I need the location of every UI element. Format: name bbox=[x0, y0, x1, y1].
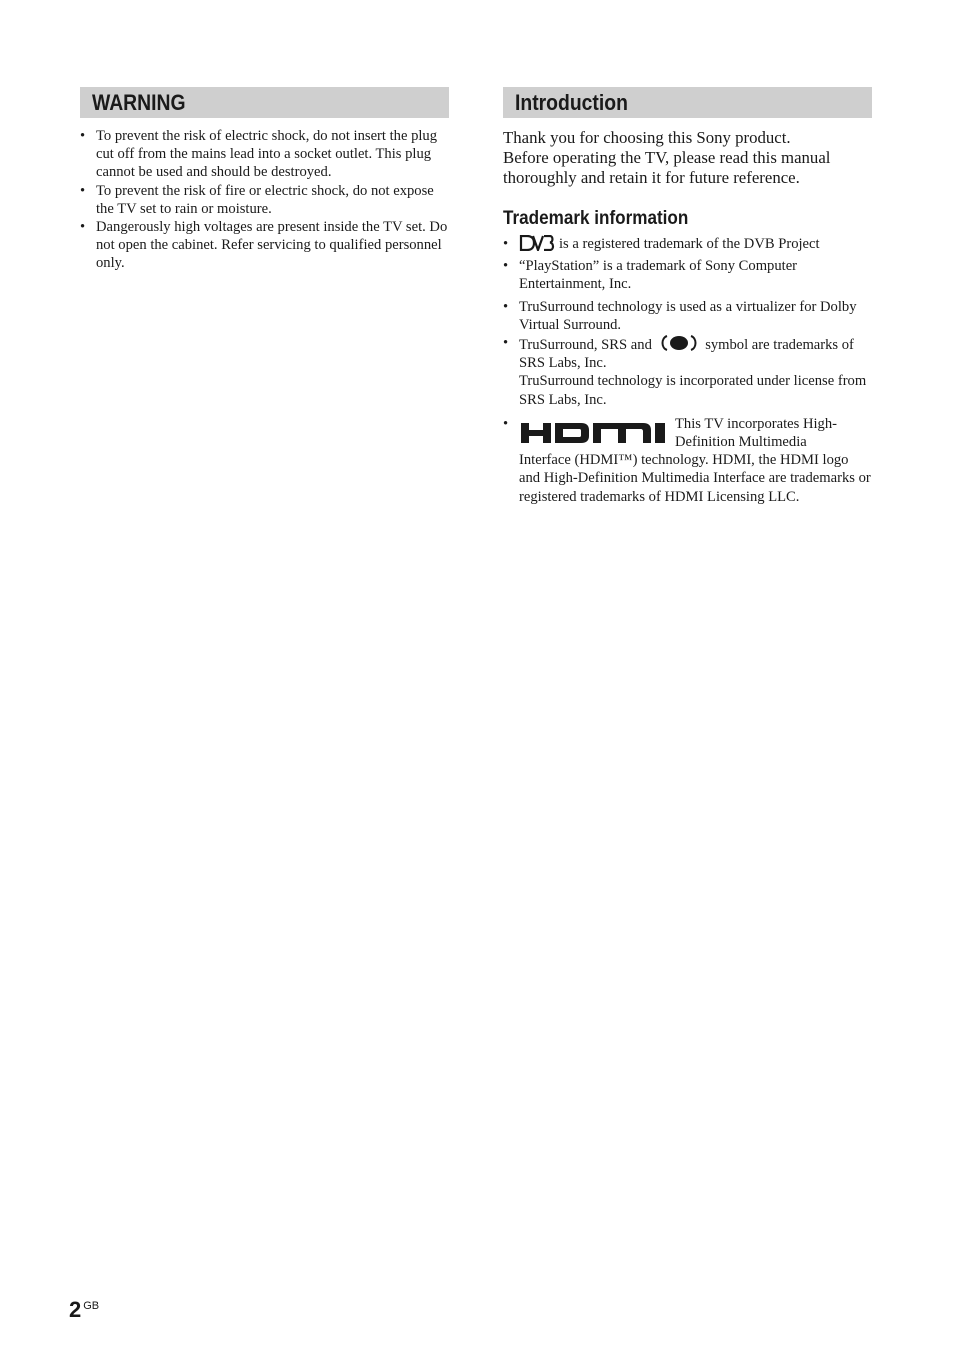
hdmi-logo-icon bbox=[519, 417, 667, 445]
page-number: 2 bbox=[69, 1297, 82, 1322]
introduction-text bbox=[503, 128, 872, 188]
trademark-item-playstation: • “PlayStation” is a trademark of Sony Computer Entertainment, Inc. bbox=[503, 257, 872, 293]
introduction-header bbox=[503, 87, 872, 118]
trademark-item-trusurround: • TruSurround technology is used as a virtualizer for Dolby Virtual Surround. bbox=[503, 298, 872, 334]
dvb-logo-icon bbox=[519, 235, 555, 251]
dvb-trademark-text: is a registered trademark of the DVB Project bbox=[559, 236, 820, 252]
warning-item: • To prevent the risk of fire or electric shock, do not expose the TV set to rain or moisture. bbox=[80, 182, 449, 218]
introduction-title: Introduction bbox=[515, 90, 628, 115]
trademark-list bbox=[503, 235, 872, 506]
page-footer bbox=[69, 1297, 99, 1323]
srs-text-after: symbol are trademarks of SRS Labs, Inc. bbox=[519, 337, 854, 372]
warning-item: • To prevent the risk of electric shock, do not insert the plug cut off from the mains lead into a socket outlet. This plug cannot be used and should be destroyed. bbox=[80, 127, 449, 182]
warning-section bbox=[80, 87, 449, 273]
hdmi-text-rest: Interface (HDMI™) technology. HDMI, the HDMI logo and High-Definition Multimedia Interface are trademarks or registered trademarks of HDMI Licensing LLC. bbox=[519, 452, 871, 505]
introduction-section bbox=[503, 87, 872, 510]
introduction-paragraph: Thank you for choosing this Sony product. bbox=[503, 128, 791, 147]
warning-item: • Dangerously high voltages are present inside the TV set. Do not open the cabinet. Refer servicing to qualified personnel only. bbox=[80, 218, 449, 273]
trademark-item-dvb bbox=[503, 235, 872, 253]
srs-logo-icon bbox=[659, 334, 699, 352]
introduction-paragraph: Before operating the TV, please read this manual thoroughly and retain it for future reference. bbox=[503, 148, 831, 187]
srs-license-text: TruSurround technology is incorporated under license from SRS Labs, Inc. bbox=[519, 373, 867, 408]
srs-text-before: TruSurround, SRS and bbox=[519, 337, 652, 354]
warning-title: WARNING bbox=[92, 90, 186, 115]
page-language: GB bbox=[83, 1300, 100, 1312]
warning-list bbox=[80, 127, 449, 273]
trademark-item-srs bbox=[503, 334, 872, 409]
trademark-heading: Trademark information bbox=[503, 208, 689, 229]
trademark-item-hdmi bbox=[503, 415, 872, 506]
warning-header bbox=[80, 87, 449, 118]
hdmi-text-first: • This TV incorporates High-Definition Multimedia bbox=[675, 415, 837, 451]
